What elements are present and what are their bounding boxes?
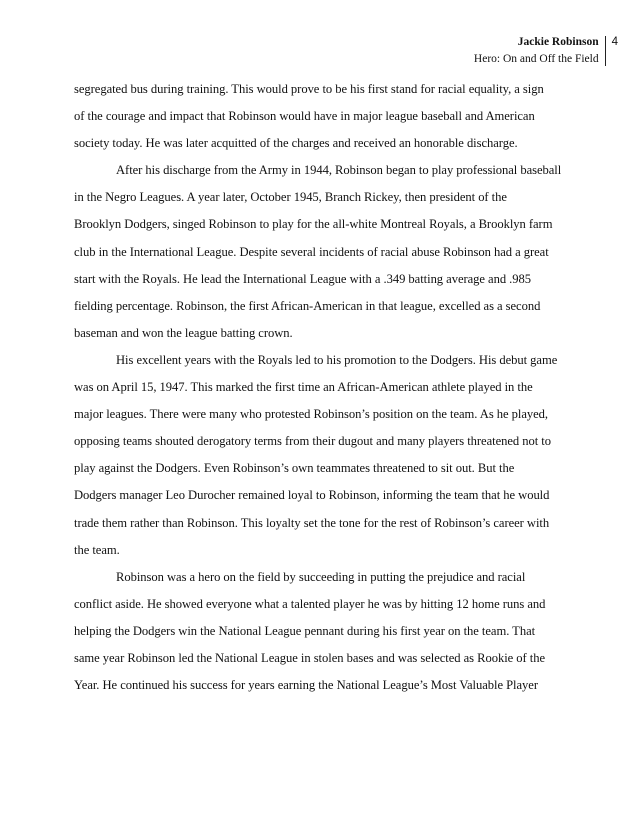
text-line: same year Robinson led the National League in stolen bases and was selected as Rookie of the <box>74 650 546 665</box>
header-text-block <box>474 34 605 68</box>
text-line: play against the Dodgers. Even Robinson’s own teammates threatened to sit out. But the <box>74 461 515 476</box>
text-line: the team. <box>74 542 120 557</box>
text-line: Dodgers manager Leo Durocher remained loyal to Robinson, informing the team that he would <box>74 488 550 503</box>
header-title: Jackie Robinson <box>517 36 599 48</box>
text-line: in the Negro Leagues. A year later, October 1945, Branch Rickey, then president of the <box>74 190 507 205</box>
text-line: After his discharge from the Army in 1944, Robinson began to play professional baseball <box>116 163 562 178</box>
header-subtitle: Hero: On and Off the Field <box>473 53 599 65</box>
running-header <box>474 34 618 68</box>
text-line: club in the International League. Despite several incidents of racial abuse Robinson had a great <box>74 244 549 259</box>
text-line: opposing teams shouted derogatory terms from their dugout and many players threatened not to <box>74 434 551 449</box>
text-line: helping the Dodgers win the National League pennant during his first year on the team. That <box>74 623 536 638</box>
text-line: society today. He was later acquitted of the charges and received an honorable discharge. <box>74 136 518 151</box>
text-line: major leagues. There were many who protested Robinson’s position on the team. As he played, <box>74 407 549 422</box>
text-line: His excellent years with the Royals led to his promotion to the Dodgers. His debut game <box>116 352 558 367</box>
text-line: was on April 15, 1947. This marked the first time an African-American athlete played in the <box>74 380 533 395</box>
page-number: 4 <box>611 36 618 48</box>
text-line: trade them rather than Robinson. This loyalty set the tone for the rest of Robinson’s career with <box>74 515 550 530</box>
text-line: Robinson was a hero on the field by succeeding in putting the prejudice and racial <box>116 569 526 584</box>
text-line: baseman and won the league batting crown. <box>74 325 293 340</box>
body-text <box>74 76 574 699</box>
text-line: conflict aside. He showed everyone what a talented player he was by hitting 12 home runs and <box>74 596 546 611</box>
text-line: fielding percentage. Robinson, the first African-American in that league, excelled as a second <box>74 298 541 313</box>
text-line: segregated bus during training. This would prove to be his first stand for racial equality, a sign <box>74 82 544 96</box>
text-line: Brooklyn Dodgers, singed Robinson to play for the all-white Montreal Royals, a Brooklyn farm <box>74 217 553 232</box>
text-line: Year. He continued his success for years earning the National League’s Most Valuable Player <box>74 678 538 693</box>
text-line: of the courage and impact that Robinson would have in major league baseball and American <box>74 109 535 124</box>
text-line: start with the Royals. He lead the International League with a .349 batting average and .985 <box>74 271 532 286</box>
